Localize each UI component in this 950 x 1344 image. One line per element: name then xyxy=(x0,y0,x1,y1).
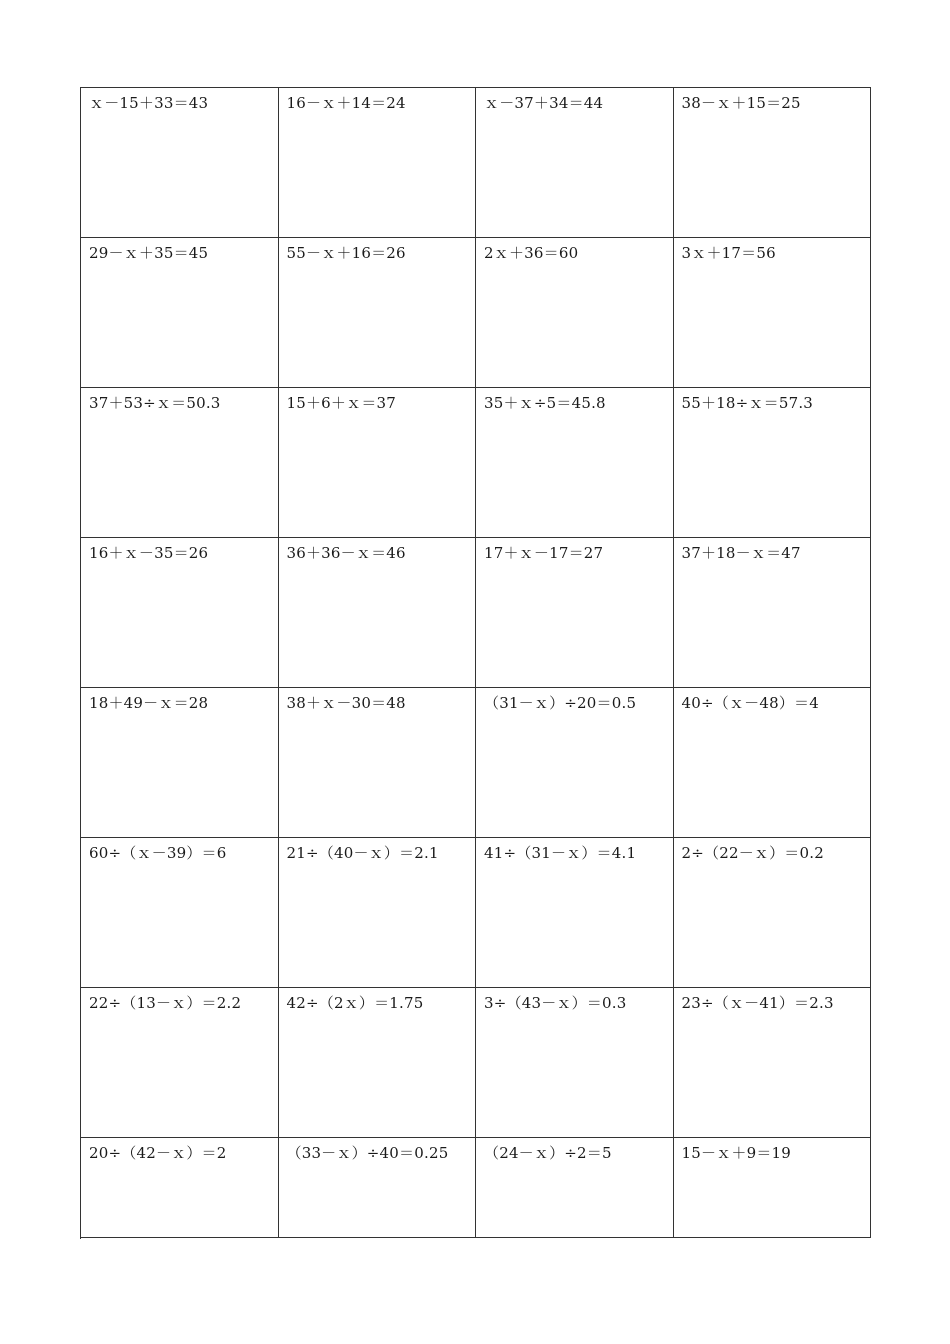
table-row xyxy=(81,988,871,1138)
equation-cell: 16＋ｘ－35＝26 xyxy=(81,538,279,688)
table-row xyxy=(81,688,871,838)
equation-cell: （33－ｘ）÷40＝0.25 xyxy=(279,1138,477,1238)
equation-cell: 42÷（2ｘ）＝1.75 xyxy=(279,988,477,1138)
equation-cell: 38＋ｘ－30＝48 xyxy=(279,688,477,838)
equation-cell: 18＋49－ｘ＝28 xyxy=(81,688,279,838)
equation-cell: 60÷（ｘ－39）＝6 xyxy=(81,838,279,988)
equation-cell: ｘ－15＋33＝43 xyxy=(81,88,279,238)
equation-cell: 2ｘ＋36＝60 xyxy=(476,238,674,388)
equation-cell: 35＋ｘ÷5＝45.8 xyxy=(476,388,674,538)
equation-cell: 22÷（13－ｘ）＝2.2 xyxy=(81,988,279,1138)
equation-cell: 2÷（22－ｘ）＝0.2 xyxy=(674,838,872,988)
table-row xyxy=(81,88,871,238)
table-row xyxy=(81,238,871,388)
equation-cell: 36＋36－ｘ＝46 xyxy=(279,538,477,688)
equation-cell: 21÷（40－ｘ）＝2.1 xyxy=(279,838,477,988)
equation-cell: 41÷（31－ｘ）＝4.1 xyxy=(476,838,674,988)
table-row xyxy=(81,538,871,688)
equation-cell: 40÷（ｘ－48）＝4 xyxy=(674,688,872,838)
equation-cell: 55－ｘ＋16＝26 xyxy=(279,238,477,388)
equation-cell: 38－ｘ＋15＝25 xyxy=(674,88,872,238)
equation-cell: （24－ｘ）÷2＝5 xyxy=(476,1138,674,1238)
equation-cell: 55＋18÷ｘ＝57.3 xyxy=(674,388,872,538)
equation-cell: 16－ｘ＋14＝24 xyxy=(279,88,477,238)
equation-cell: 15＋6＋ｘ＝37 xyxy=(279,388,477,538)
equation-cell: 15－ｘ＋9＝19 xyxy=(674,1138,872,1238)
equation-cell: 23÷（ｘ－41）＝2.3 xyxy=(674,988,872,1138)
equation-cell: 29－ｘ＋35＝45 xyxy=(81,238,279,388)
equation-cell: 17＋ｘ－17＝27 xyxy=(476,538,674,688)
equation-cell: 3ｘ＋17＝56 xyxy=(674,238,872,388)
table-row xyxy=(81,388,871,538)
equation-cell: （31－ｘ）÷20＝0.5 xyxy=(476,688,674,838)
equation-cell: ｘ－37＋34＝44 xyxy=(476,88,674,238)
equation-worksheet-table xyxy=(80,87,871,1239)
equation-cell: 37＋18－ｘ＝47 xyxy=(674,538,872,688)
table-row xyxy=(81,838,871,988)
equation-cell: 37＋53÷ｘ＝50.3 xyxy=(81,388,279,538)
equation-cell: 3÷（43－ｘ）＝0.3 xyxy=(476,988,674,1138)
table-row xyxy=(81,1138,871,1238)
equation-cell: 20÷（42－ｘ）＝2 xyxy=(81,1138,279,1238)
